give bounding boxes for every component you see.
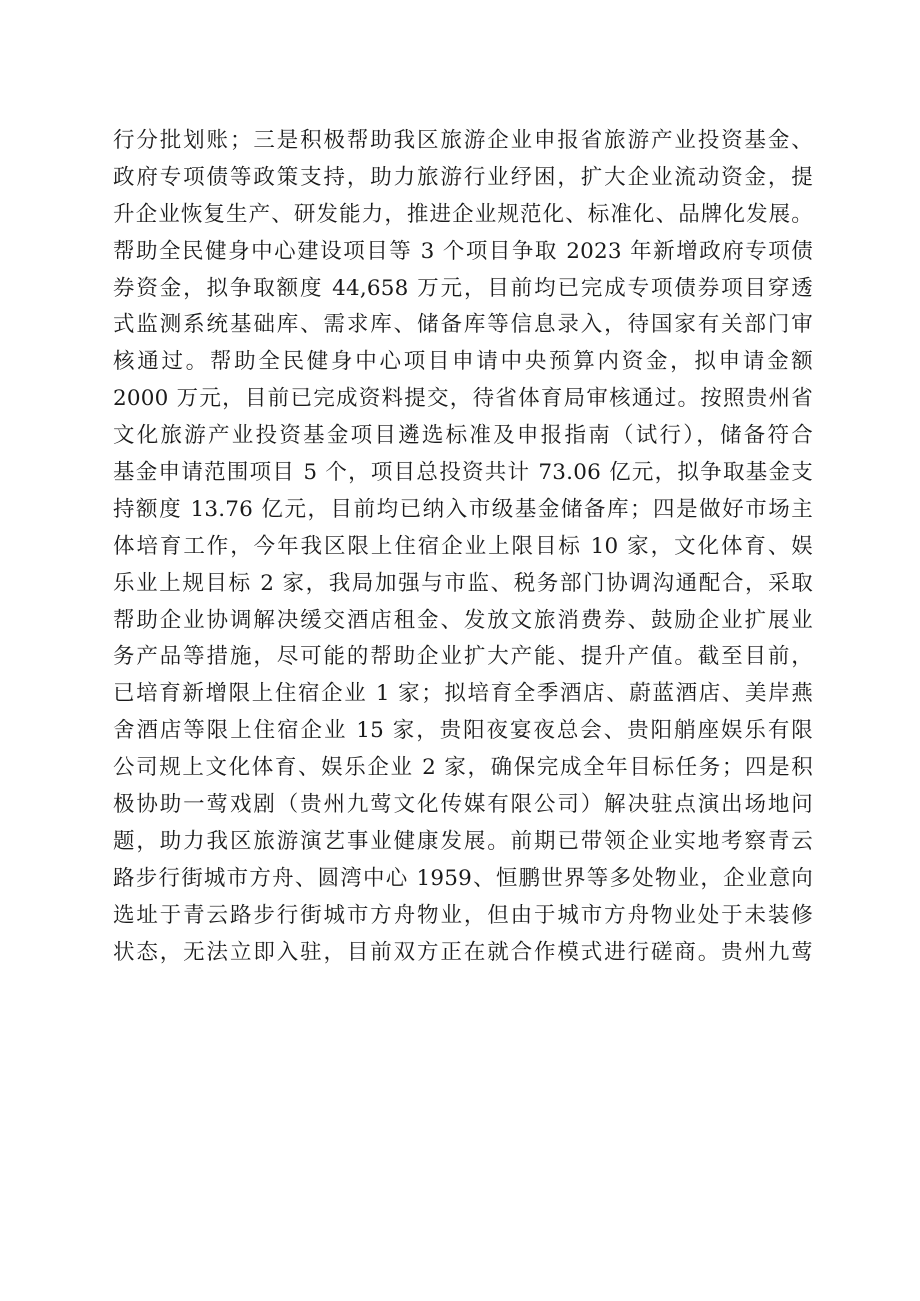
text-line: 持额度 13.76 亿元，目前均已纳入市级基金储备库；四是做好市场主 xyxy=(113,496,813,522)
text-line: 公司规上文化体育、娱乐企业 2 家，确保完成全年目标任务；四是积 xyxy=(113,755,813,781)
text-line: 体培育工作，今年我区限上住宿企业上限目标 10 家，文化体育、娱 xyxy=(113,533,813,559)
text-line: 政府专项债等政策支持，助力旅游行业纾困，扩大企业流动资金，提 xyxy=(113,164,813,190)
text-line: 路步行街城市方舟、圆湾中心 1959、恒鹏世界等多处物业，企业意向 xyxy=(113,865,813,891)
text-line: 舍酒店等限上住宿企业 15 家，贵阳夜宴夜总会、贵阳艄座娱乐有限 xyxy=(113,718,813,744)
text-line: 帮助全民健身中心建设项目等 3 个项目争取 2023 年新增政府专项债 xyxy=(113,238,813,264)
text-line: 券资金，拟争取额度 44,658 万元，目前均已完成专项债券项目穿透 xyxy=(113,275,813,301)
text-line: 行分批划账；三是积极帮助我区旅游企业申报省旅游产业投资基金、 xyxy=(113,128,813,153)
text-line: 务产品等措施，尽可能的帮助企业扩大产能、提升产值。截至目前， xyxy=(113,644,813,670)
text-line: 基金申请范围项目 5 个，项目总投资共计 73.06 亿元，拟争取基金支 xyxy=(113,460,813,486)
text-line: 文化旅游产业投资基金项目遴选标准及申报指南（试行），储备符合 xyxy=(113,423,813,449)
body-paragraph xyxy=(113,123,813,971)
text-line: 帮助企业协调解决缓交酒店租金、发放文旅消费券、鼓励企业扩展业 xyxy=(113,607,813,633)
text-line: 核通过。帮助全民健身中心项目申请中央预算内资金，拟申请金额 xyxy=(113,349,813,375)
text-line: 题，助力我区旅游演艺事业健康发展。前期已带领企业实地考察青云 xyxy=(113,828,813,854)
text-line: 乐业上规目标 2 家，我局加强与市监、税务部门协调沟通配合，采取 xyxy=(113,570,813,596)
text-line: 选址于青云路步行街城市方舟物业，但由于城市方舟物业处于未装修 xyxy=(113,902,813,928)
text-line: 式监测系统基础库、需求库、储备库等信息录入，待国家有关部门审 xyxy=(113,312,813,338)
text-line: 升企业恢复生产、研发能力，推进企业规范化、标准化、品牌化发展。 xyxy=(113,201,813,227)
text-line: 已培育新增限上住宿企业 1 家；拟培育全季酒店、蔚蓝酒店、美岸燕 xyxy=(113,681,813,707)
text-line: 状态，无法立即入驻，目前双方正在就合作模式进行磋商。贵州九莺 xyxy=(113,939,813,965)
text-line: 2000 万元，目前已完成资料提交，待省体育局审核通过。按照贵州省 xyxy=(113,386,813,412)
text-line: 极协助一莺戏剧（贵州九莺文化传媒有限公司）解决驻点演出场地问 xyxy=(113,792,813,818)
